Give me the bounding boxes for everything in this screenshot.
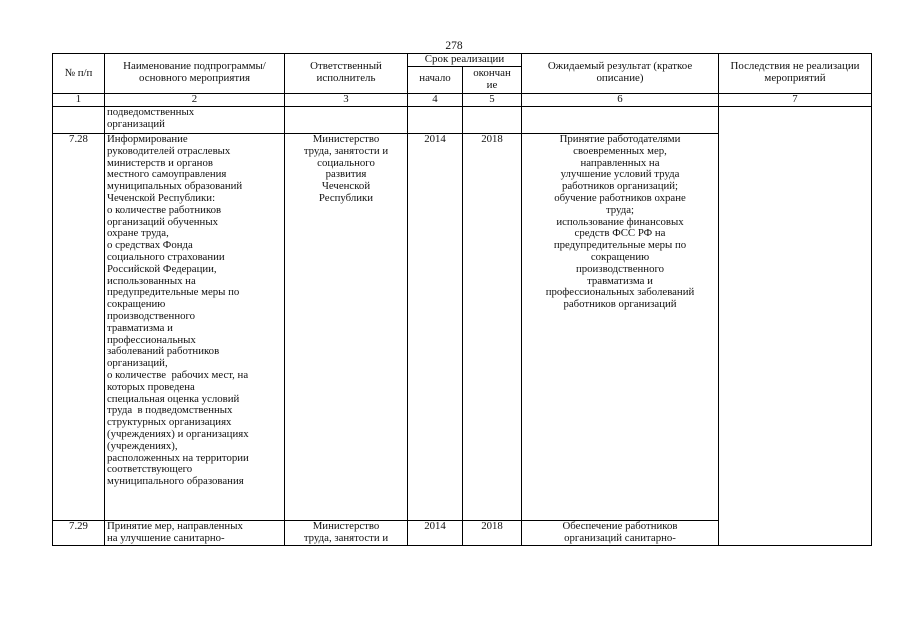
border-left	[52, 53, 53, 546]
row-1-name: Информирование руководителей отраслевых министерств и органов местного самоуправления муниципальных образований Чеченской Республики: о количестве работников организаций обученных охране труда, о средствах Фонда социального страховании Российской Федерации, использованных на предупредительные меры по сокращению производственного травматизма и профессиональных заболеваний работников организаций, о количестве рабочих мест, на которых проведена специальная оценка условий труда в подведомственных структурных организациях (учреждениях) и организациях (учреждениях), расположенных на территории соответствующего муниципального образования	[107, 133, 249, 488]
column-number-6: 6	[617, 93, 623, 105]
header-consequences: Последствия не реализации мероприятий	[730, 60, 860, 84]
page-number: 278	[445, 40, 463, 52]
row-2-start: 2014	[424, 520, 446, 532]
header-end: окончан ие	[473, 67, 511, 91]
row-1-end: 2018	[481, 133, 503, 145]
header-number: № п/п	[64, 67, 93, 79]
column-number-7: 7	[792, 93, 798, 105]
column-number-2: 2	[191, 93, 198, 105]
column-number-3: 3	[343, 93, 349, 105]
col-divider-1	[104, 53, 105, 546]
header-name: Наименование подпрограммы/ основного мероприятия	[123, 60, 266, 84]
header-term: Срок реализации	[424, 53, 505, 65]
row-2-name: Принятие мер, направленных на улучшение санитарно-	[107, 520, 243, 544]
column-number-4: 4	[432, 93, 438, 105]
header-start: начало	[419, 72, 451, 84]
column-number-1: 1	[75, 93, 82, 105]
row-2-executor: Министерство труда, занятости и	[303, 520, 389, 544]
row-1-result: Принятие работодателями своевременных мер, направленных на улучшение условий труда работников организаций; обучение работников охране труда; использование финансовых средств ФСС РФ на предупредительные меры по сокращению производственного травматизма и профессиональных заболеваний работников организаций	[545, 133, 695, 311]
header-result: Ожидаемый результат (краткое описание)	[547, 60, 693, 84]
column-number-5: 5	[489, 93, 495, 105]
row-1-number: 7.28	[69, 133, 88, 145]
row-2-number: 7.29	[69, 520, 88, 532]
row-0-name: подведомственных организаций	[107, 106, 195, 130]
row-1-start: 2014	[424, 133, 446, 145]
col-divider-6	[718, 53, 719, 546]
border-right	[871, 53, 872, 546]
row-2-end: 2018	[481, 520, 503, 532]
col-divider-2	[284, 53, 285, 546]
row-1-executor: Министерство труда, занятости и социального развития Чеченской Республики	[303, 133, 389, 204]
header-executor: Ответственный исполнитель	[310, 60, 382, 84]
row-2-result: Обеспечение работников организаций санитарно-	[562, 520, 678, 544]
col-divider-3	[407, 53, 408, 546]
